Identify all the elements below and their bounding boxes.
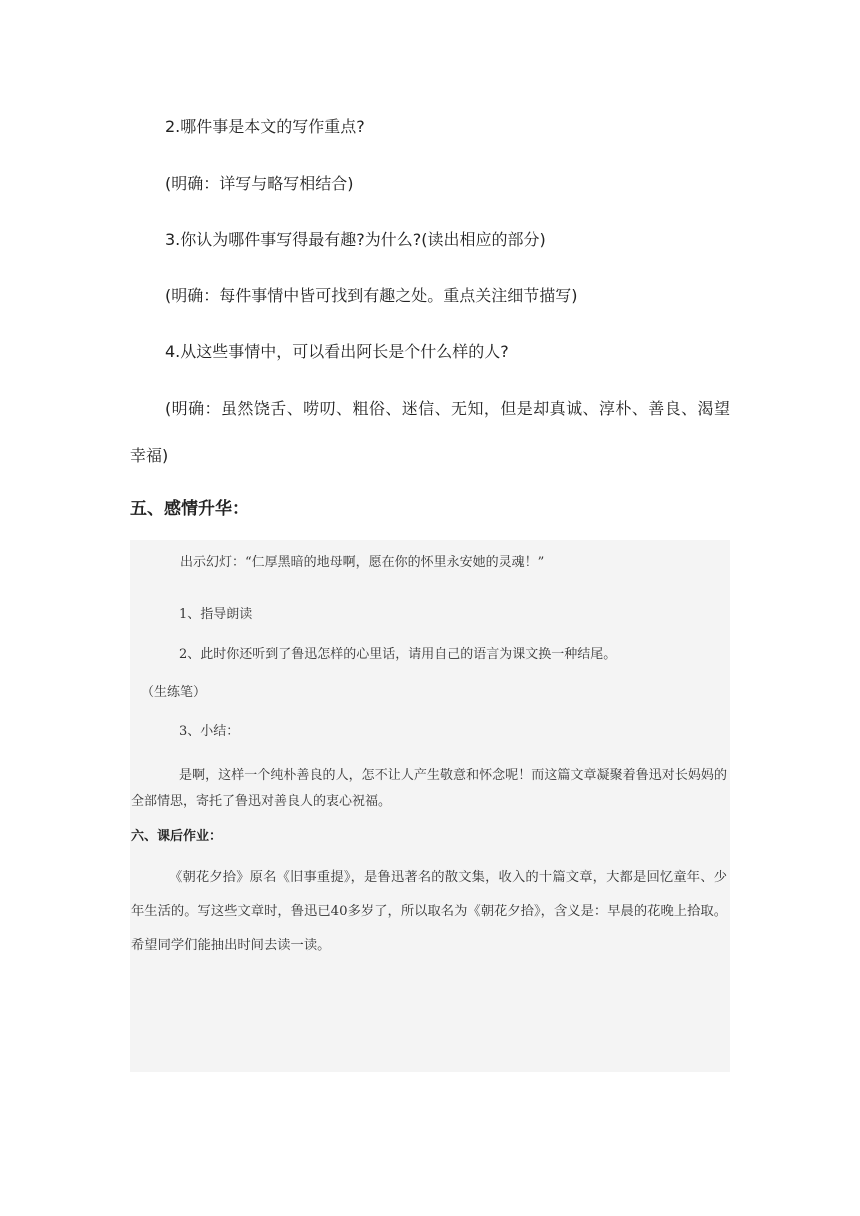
slide-quote: 出示幻灯：“仁厚黑暗的地母啊，愿在你的怀里永安她的灵魂！” — [180, 555, 545, 570]
item-2: 2、此时你还听到了鲁迅怎样的心里话，请用自己的语言为课文换一种结尾。 — [179, 647, 617, 662]
answer-2: (明确：详写与略写相结合) — [165, 174, 354, 193]
section-6-heading: 六、课后作业： — [131, 829, 223, 844]
section-5-heading: 五、感情升华： — [130, 499, 249, 519]
item-2-note: （生练笔） — [141, 685, 207, 700]
answer-3: (明确：每件事情中皆可找到有趣之处。重点关注细节描写) — [165, 286, 578, 305]
answer-4: (明确：虽然饶舌、唠叨、粗俗、迷信、无知，但是却真诚、淳朴、善良、渴望幸福) — [130, 399, 730, 465]
item-1: 1、指导朗读 — [179, 607, 253, 622]
summary-paragraph: 是啊，这样一个纯朴善良的人，怎不让人产生敬意和怀念呢！而这篇文章凝聚着鲁迅对长妈妈的全部情思，寄托了鲁迅对善良人的衷心祝福。 — [131, 768, 727, 809]
question-2: 2.哪件事是本文的写作重点? — [165, 117, 365, 136]
homework-paragraph: 《朝花夕拾》原名《旧事重提》，是鲁迅著名的散文集，收入的十篇文章，大都是回忆童年、少年生活的。写这些文章时，鲁迅已40多岁了，所以取名为《朝花夕拾》，含义是：早晨的花晚上拾取。希望同学们能抽出时间去读一读。 — [131, 870, 727, 953]
question-4: 4.从这些事情中，可以看出阿长是个什么样的人? — [165, 342, 509, 361]
question-3: 3.你认为哪件事写得最有趣?为什么?(读出相应的部分) — [165, 230, 546, 249]
item-3: 3、小结： — [179, 724, 240, 739]
